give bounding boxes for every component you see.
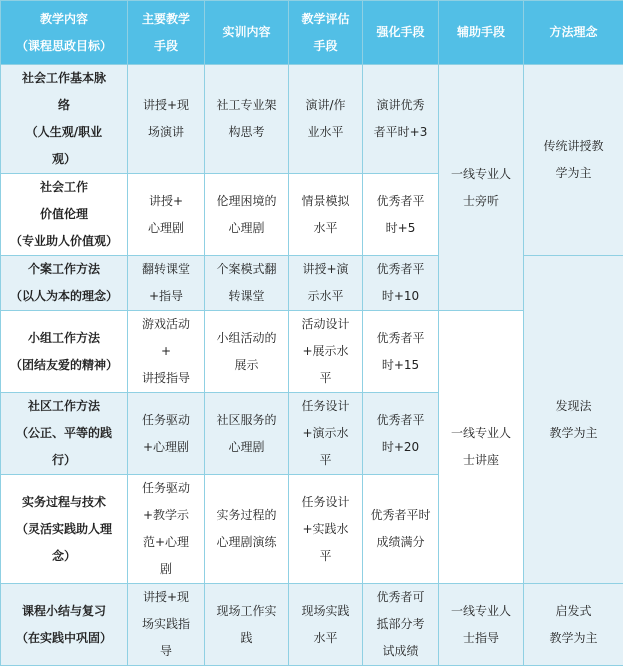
teaching-cell: 讲授+ 心理剧 (128, 174, 205, 256)
teaching-cell: 翻转课堂 +指导 (128, 256, 205, 311)
reinforce-cell: 优秀者平 时+15 (363, 311, 439, 393)
method-cell: 传统讲授教 学为主 (524, 65, 623, 256)
header-evaluation: 教学评估 手段 (289, 1, 363, 65)
training-cell: 个案模式翻 转课堂 (205, 256, 289, 311)
header-assist: 辅助手段 (439, 1, 524, 65)
teaching-cell: 任务驱动 +心理剧 (128, 393, 205, 475)
content-cell: 社区工作方法 （公正、平等的践 行） (1, 393, 128, 475)
evaluation-cell: 任务设计 +实践水 平 (289, 475, 363, 584)
teaching-cell: 讲授+现 场演讲 (128, 65, 205, 174)
teaching-cell: 讲授+现 场实践指 导 (128, 584, 205, 666)
training-cell: 实务过程的 心理剧演练 (205, 475, 289, 584)
evaluation-cell: 情景模拟 水平 (289, 174, 363, 256)
method-cell: 发现法 教学为主 (524, 256, 623, 584)
header-method: 方法理念 (524, 1, 623, 65)
evaluation-cell: 任务设计 +演示水 平 (289, 393, 363, 475)
content-cell: 社会工作 价值伦理 （专业助人价值观） (1, 174, 128, 256)
header-row (1, 1, 623, 65)
table-row (1, 256, 623, 311)
content-cell: 小组工作方法 （团结友爱的精神） (1, 311, 128, 393)
reinforce-cell: 演讲优秀 者平时+3 (363, 65, 439, 174)
method-cell: 启发式 教学为主 (524, 584, 623, 666)
training-cell: 伦理困境的 心理剧 (205, 174, 289, 256)
content-cell: 个案工作方法 （以人为本的理念） (1, 256, 128, 311)
evaluation-cell: 演讲/作 业水平 (289, 65, 363, 174)
assist-cell: 一线专业人 士讲座 (439, 311, 524, 584)
table-row (1, 65, 623, 174)
reinforce-cell: 优秀者平 时+10 (363, 256, 439, 311)
training-cell: 现场工作实 践 (205, 584, 289, 666)
header-content: 教学内容 （课程思政目标） (1, 1, 128, 65)
training-cell: 小组活动的 展示 (205, 311, 289, 393)
teaching-cell: 游戏活动 + 讲授指导 (128, 311, 205, 393)
teaching-cell: 任务驱动 +教学示 范+心理 剧 (128, 475, 205, 584)
header-reinforce: 强化手段 (363, 1, 439, 65)
reinforce-cell: 优秀者平 时+20 (363, 393, 439, 475)
header-teaching: 主要教学 手段 (128, 1, 205, 65)
training-cell: 社区服务的 心理剧 (205, 393, 289, 475)
evaluation-cell: 活动设计 +展示水 平 (289, 311, 363, 393)
training-cell: 社工专业架 构思考 (205, 65, 289, 174)
content-cell: 社会工作基本脉 络 （人生观/职业 观） (1, 65, 128, 174)
table-row (1, 584, 623, 666)
header-training: 实训内容 (205, 1, 289, 65)
content-cell: 实务过程与技术 （灵活实践助人理 念） (1, 475, 128, 584)
content-cell: 课程小结与复习 （在实践中巩固） (1, 584, 128, 666)
reinforce-cell: 优秀者平时 成绩满分 (363, 475, 439, 584)
assist-cell: 一线专业人 士旁听 (439, 65, 524, 311)
evaluation-cell: 讲授+演 示水平 (289, 256, 363, 311)
assist-cell: 一线专业人 士指导 (439, 584, 524, 666)
evaluation-cell: 现场实践 水平 (289, 584, 363, 666)
reinforce-cell: 优秀者平 时+5 (363, 174, 439, 256)
reinforce-cell: 优秀者可 抵部分考 试成绩 (363, 584, 439, 666)
